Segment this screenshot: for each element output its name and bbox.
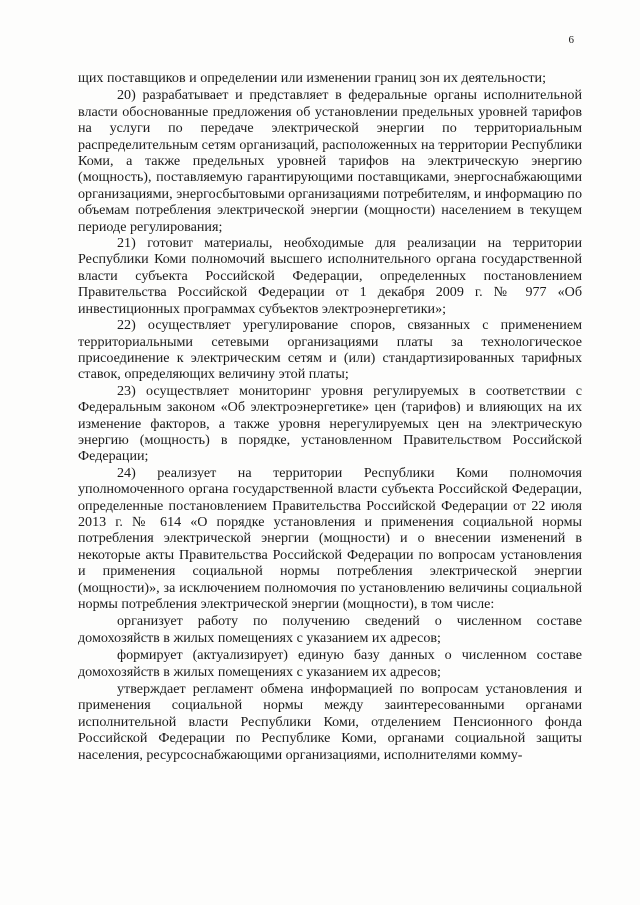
paragraph-item-24: 24) реализует на территории Республики Коми полномочия уполномоченного органа государственной власти субъекта Российской Федерации, определенные постановлением Правительства Российской Федерации от 22 июля 2013 г. № 614 «О порядке установления и применения социальной нормы потребления электрической энергии (мощности) и о внесении изменений в некоторые акты Правительства Российской Федерации по вопросам установления и применения социальной нормы потребления электрической энергии (мощности)», за исключением полномочия по установлению величины социальной нормы потребления электрической энергии (мощности), в том числе:: [78, 464, 582, 612]
paragraph-item-21: 21) готовит материалы, необходимые для реализации на территории Республики Коми полномочий высшего исполнительного органа государственной власти субъекта Российской Федерации, определенных постановлением Правительства Российской Федерации от 1 декабря 2009 г. № 977 «Об инвестиционных программах субъектов электроэнергетики»;: [78, 235, 582, 317]
page-number: 6: [568, 34, 574, 46]
paragraph-subitem-approves: утверждает регламент обмена информацией по вопросам установления и применения социальной нормы между заинтересованными органами исполнительной власти Республики Коми, отделением Пенсионного фонда Российской Федерации по Республике Коми, органами социальной защиты населения, ресурсоснабжающими организациями, исполнителями комму-: [78, 681, 582, 763]
paragraph-subitem-forms: формирует (актуализирует) единую базу данных о численном составе домохозяйств в жилых помещениях с указанием их адресов;: [78, 647, 582, 680]
paragraph-continuation: щих поставщиков и определении или изменении границ зон их деятельности;: [78, 70, 547, 86]
document-body: [78, 70, 582, 763]
paragraph-item-23: 23) осуществляет мониторинг уровня регулируемых в соответствии с Федеральным законом «Об электроэнергетике» цен (тарифов) и влияющих на их изменение факторов, а также уровня нерегулируемых цен на электрическую энергию (мощность) в порядке, установленном Правительством Российской Федерации;: [78, 382, 582, 465]
paragraph-subitem-organizes: организует работу по получению сведений о численном составе домохозяйств в жилых помещениях с указанием их адресов;: [78, 613, 582, 646]
paragraph-item-22: 22) осуществляет урегулирование споров, связанных с применением территориальными сетевыми организациями платы за технологическое присоединение к электрическим сетям и (или) стандартизированных тарифных ставок, определяющих величину этой платы;: [78, 317, 582, 383]
paragraph-item-20: 20) разрабатывает и представляет в федеральные органы исполнительной власти обоснованные предложения об установлении предельных уровней тарифов на услуги по передаче электрической энергии по территориальным распределительным сетям организаций, расположенных на территории Республики Коми, а также предельных уровней тарифов на электрическую энергию (мощность), поставляемую гарантирующими поставщиками, энергоснабжающими организациями, энергосбытовыми организациями потребителям, и информацию по объемам потребления электрической энергии (мощности) населением в текущем периоде регулирования;: [78, 87, 582, 235]
